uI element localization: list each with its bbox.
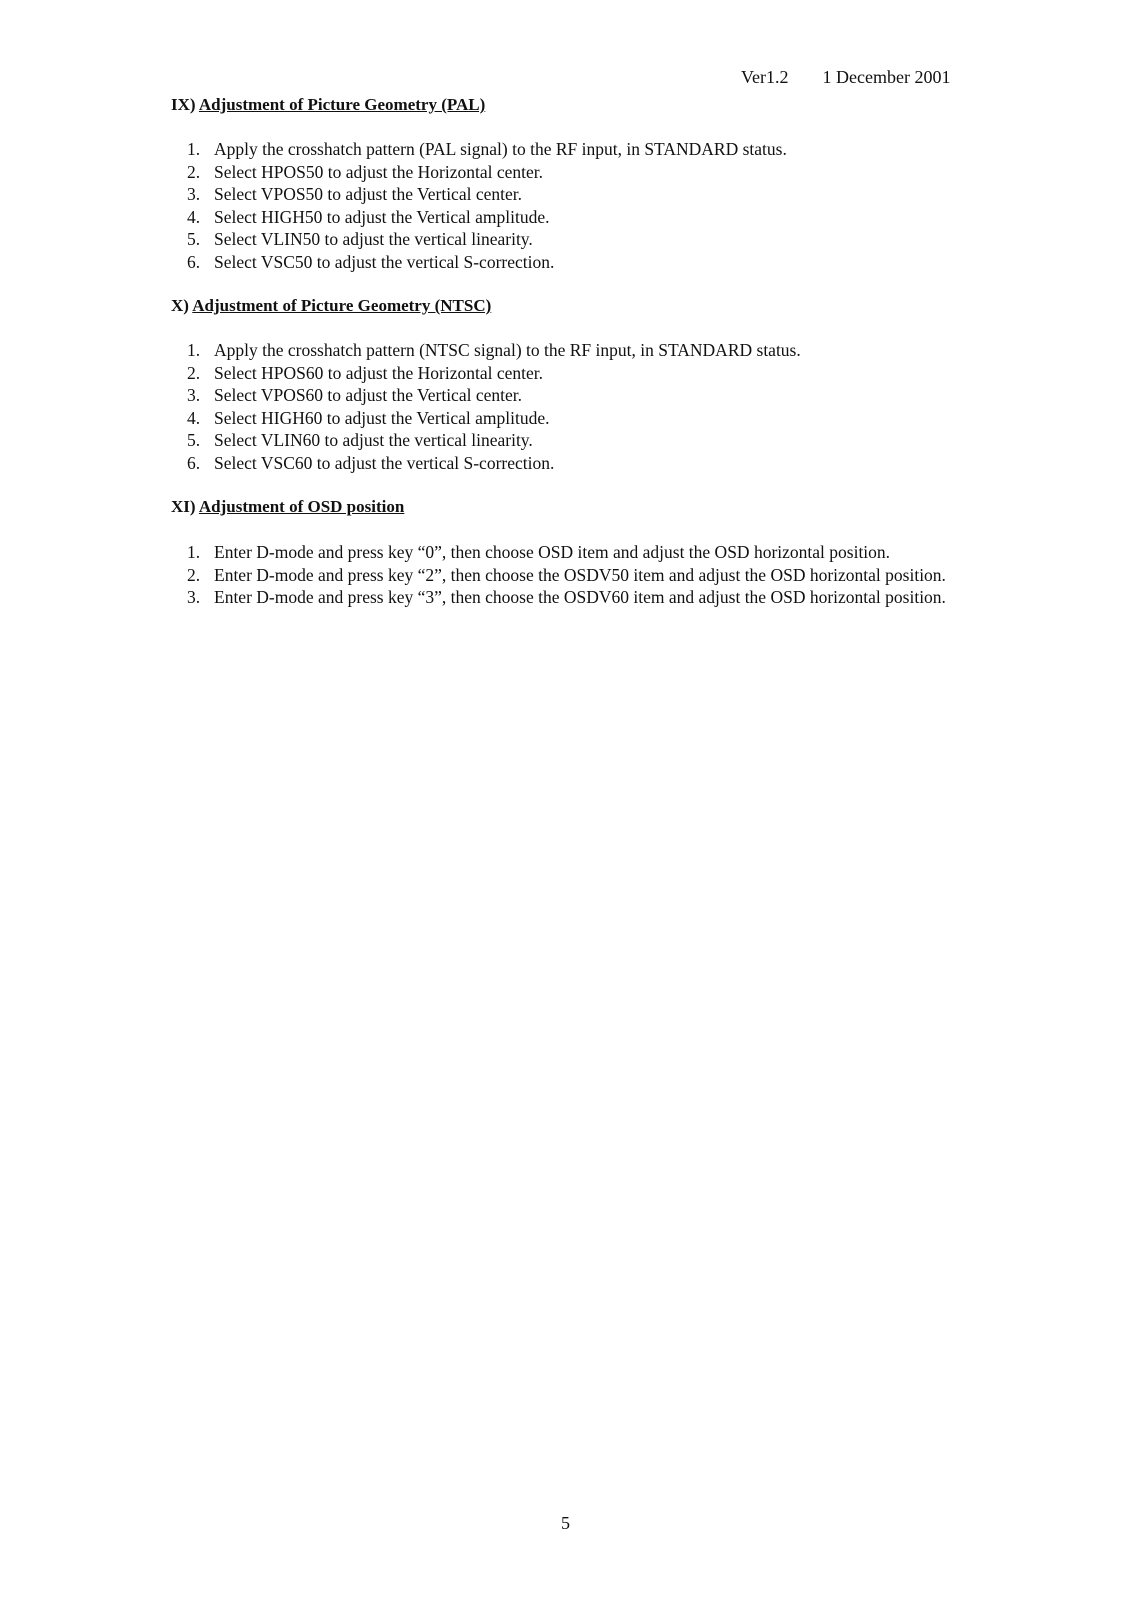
list-item bbox=[171, 183, 971, 206]
step-text: Select VPOS60 to adjust the Vertical center. bbox=[214, 385, 522, 405]
step-number: 2. bbox=[187, 161, 201, 182]
steps-list-osd bbox=[171, 541, 971, 609]
step-number: 2. bbox=[187, 564, 201, 585]
step-number: 3. bbox=[187, 184, 201, 204]
step-text: Select VSC50 to adjust the vertical S-correction. bbox=[214, 251, 555, 272]
section-heading-osd bbox=[171, 497, 404, 517]
list-item bbox=[171, 384, 971, 407]
step-text: Enter D-mode and press key “0”, then choose OSD item and adjust the OSD horizontal position. bbox=[214, 542, 891, 562]
document-header bbox=[741, 67, 950, 88]
step-text: Apply the crosshatch pattern (PAL signal) to the RF input, in STANDARD status. bbox=[214, 139, 787, 159]
step-number: 5. bbox=[187, 229, 201, 249]
list-item bbox=[171, 362, 971, 385]
step-number: 2. bbox=[187, 362, 201, 383]
step-text: Select VSC60 to adjust the vertical S-correction. bbox=[214, 452, 555, 473]
step-number: 3. bbox=[187, 587, 201, 607]
list-item bbox=[171, 339, 971, 362]
section-prefix: IX) bbox=[171, 95, 196, 114]
version-label: Ver1.2 bbox=[741, 67, 789, 87]
steps-list-pal bbox=[171, 138, 971, 273]
step-text: Select VPOS50 to adjust the Vertical center. bbox=[214, 184, 522, 204]
section-heading-pal bbox=[171, 95, 485, 115]
step-text: Enter D-mode and press key “3”, then choose the OSDV60 item and adjust the OSD horizontal position. bbox=[214, 587, 946, 607]
date-label: 1 December 2001 bbox=[822, 67, 951, 87]
step-number: 6. bbox=[187, 251, 201, 272]
step-number: 1. bbox=[187, 139, 201, 159]
list-item bbox=[171, 228, 971, 251]
section-title: Adjustment of OSD position bbox=[198, 497, 405, 516]
step-number: 4. bbox=[187, 407, 201, 428]
step-text: Select HIGH60 to adjust the Vertical amplitude. bbox=[214, 407, 550, 428]
step-text: Enter D-mode and press key “2”, then choose the OSDV50 item and adjust the OSD horizontal position. bbox=[214, 564, 946, 585]
list-item bbox=[171, 251, 971, 274]
list-item bbox=[171, 138, 971, 161]
step-text: Select HIGH50 to adjust the Vertical amplitude. bbox=[214, 206, 550, 227]
section-prefix: XI) bbox=[171, 497, 196, 516]
section-heading-ntsc bbox=[171, 296, 491, 316]
step-number: 1. bbox=[187, 340, 201, 360]
list-item bbox=[171, 452, 971, 475]
step-number: 5. bbox=[187, 430, 201, 450]
steps-list-ntsc bbox=[171, 339, 971, 474]
section-prefix: X) bbox=[171, 296, 189, 315]
step-text: Select VLIN50 to adjust the vertical linearity. bbox=[214, 229, 533, 249]
list-item bbox=[171, 541, 971, 564]
step-text: Select HPOS60 to adjust the Horizontal center. bbox=[214, 362, 544, 383]
step-text: Select HPOS50 to adjust the Horizontal center. bbox=[214, 161, 544, 182]
list-item bbox=[171, 586, 971, 609]
page-number: 5 bbox=[561, 1513, 570, 1533]
section-title: Adjustment of Picture Geometry (PAL) bbox=[198, 95, 486, 114]
step-number: 3. bbox=[187, 385, 201, 405]
list-item bbox=[171, 564, 971, 587]
list-item bbox=[171, 429, 971, 452]
step-number: 1. bbox=[187, 542, 201, 562]
step-number: 6. bbox=[187, 452, 201, 473]
step-text: Select VLIN60 to adjust the vertical linearity. bbox=[214, 430, 533, 450]
step-text: Apply the crosshatch pattern (NTSC signal) to the RF input, in STANDARD status. bbox=[214, 340, 801, 360]
section-title: Adjustment of Picture Geometry (NTSC) bbox=[192, 296, 492, 315]
list-item bbox=[171, 161, 971, 184]
list-item bbox=[171, 206, 971, 229]
step-number: 4. bbox=[187, 206, 201, 227]
list-item bbox=[171, 407, 971, 430]
